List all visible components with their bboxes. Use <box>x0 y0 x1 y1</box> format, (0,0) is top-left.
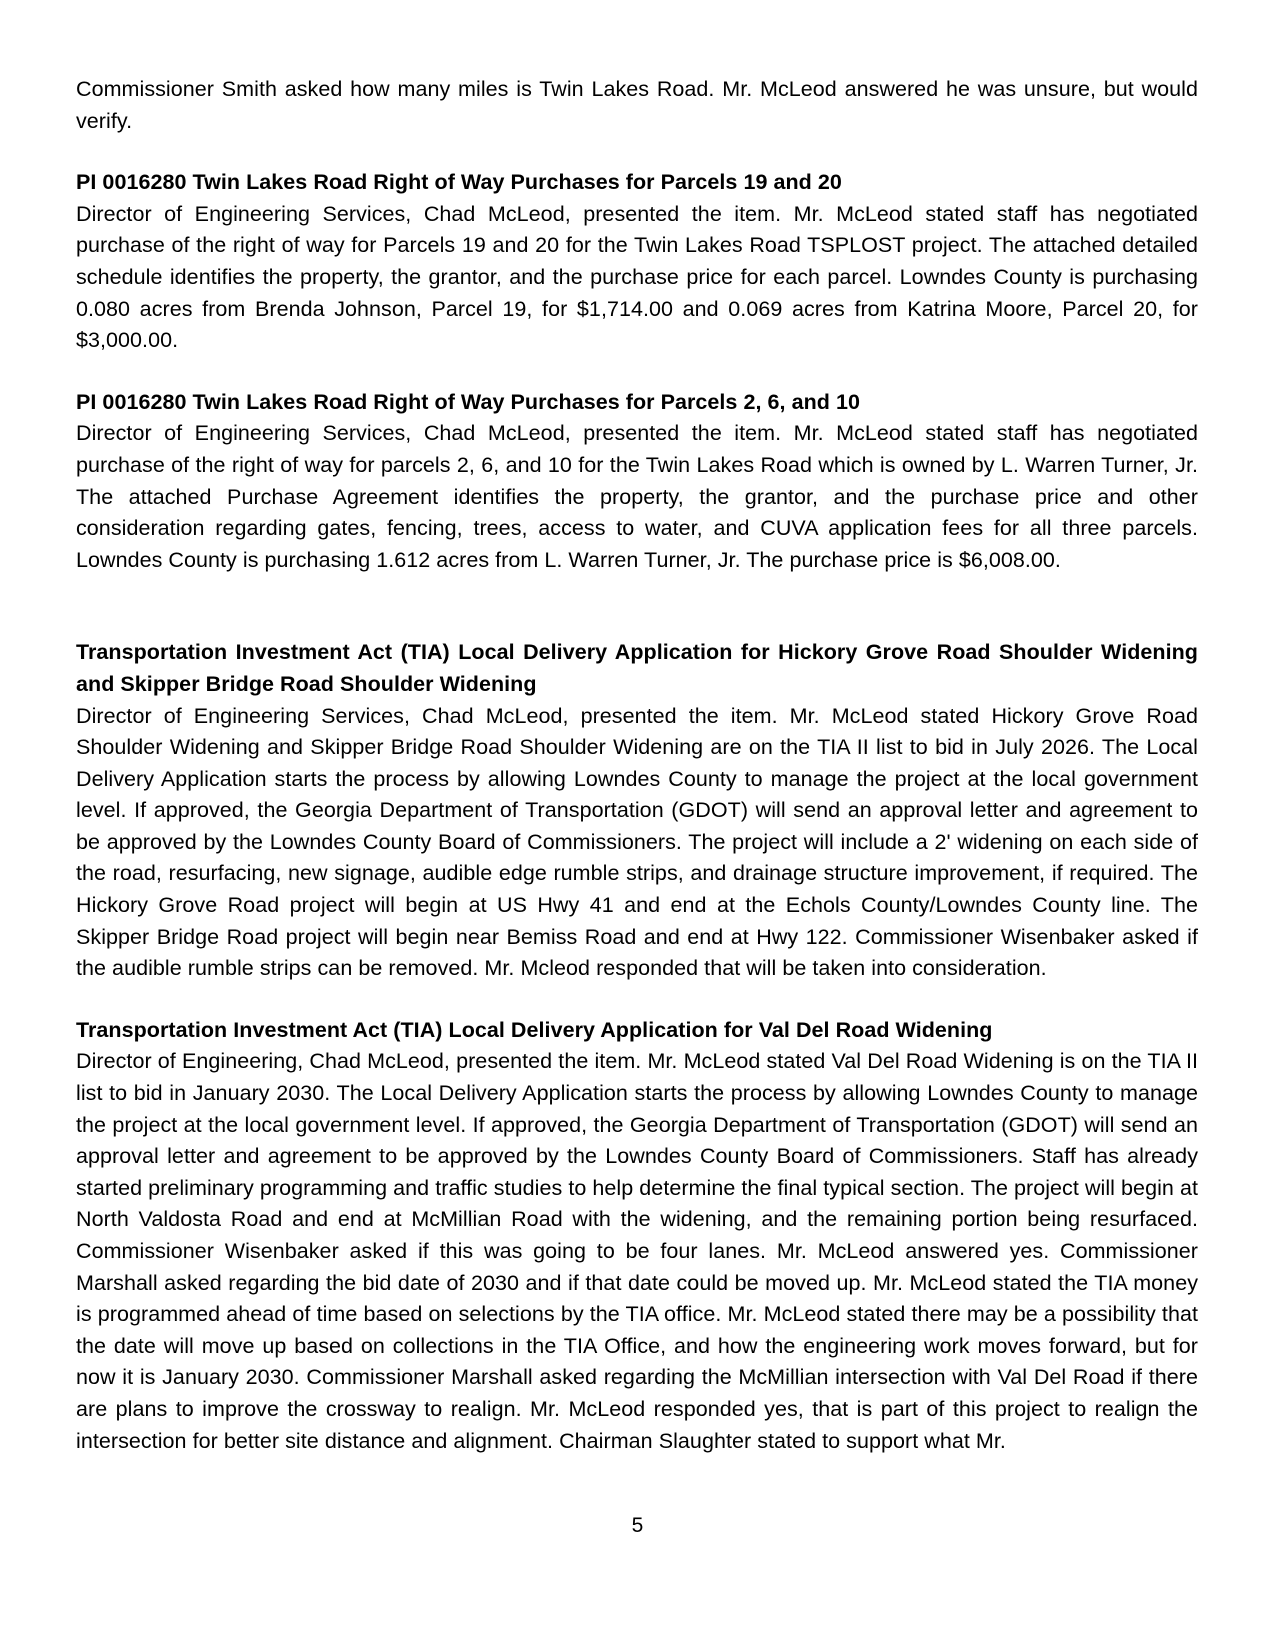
document-body <box>76 74 1198 1457</box>
paragraph-tia-val-del: Director of Engineering, Chad McLeod, presented the item. Mr. McLeod stated Val Del Road Widening is on the TIA II list to bid in January 2030. The Local Delivery Application starts the process by allowing Lowndes County to manage the project at the local government level. If approved, the Georgia Department of Transportation (GDOT) will send an approval letter and agreement to be approved by the Lowndes County Board of Commissioners. Staff has already started preliminary programming and traffic studies to help determine the final typical section. The project will begin at North Valdosta Road and end at McMillian Road with the widening, and the remaining portion being resurfaced. Commissioner Wisenbaker asked if this was going to be four lanes. Mr. McLeod answered yes. Commissioner Marshall asked regarding the bid date of 2030 and if that date could be moved up. Mr. McLeod stated the TIA money is programmed ahead of time based on selections by the TIA office. Mr. McLeod stated there may be a possibility that the date will move up based on collections in the TIA Office, and how the engineering work moves forward, but for now it is January 2030. Commissioner Marshall asked regarding the McMillian intersection with Val Del Road if there are plans to improve the crossway to realign. Mr. McLeod responded yes, that is part of this project to realign the intersection for better site distance and alignment. Chairman Slaughter stated to support what Mr. <box>76 1049 1198 1453</box>
heading-tia-hickory-grove: Transportation Investment Act (TIA) Local Delivery Application for Hickory Grove Road Shoulder Widening and Skipper Bridge Road Shoulder Widening <box>76 640 1198 696</box>
heading-parcels-2-6-10: PI 0016280 Twin Lakes Road Right of Way Purchases for Parcels 2, 6, and 10 <box>76 389 860 414</box>
intro-paragraph: Commissioner Smith asked how many miles is Twin Lakes Road. Mr. McLeod answered he was unsure, but would verify. <box>76 77 1198 133</box>
page-number: 5 <box>631 1514 644 1537</box>
heading-tia-val-del: Transportation Investment Act (TIA) Local Delivery Application for Val Del Road Widening <box>76 1017 993 1042</box>
paragraph-spacer <box>76 137 1198 167</box>
paragraph-spacer <box>76 985 1198 1015</box>
heading-parcels-19-20: PI 0016280 Twin Lakes Road Right of Way Purchases for Parcels 19 and 20 <box>76 170 842 195</box>
paragraph-parcels-2-6-10: Director of Engineering Services, Chad McLeod, presented the item. Mr. McLeod stated staff has negotiated purchase of the right of way for parcels 2, 6, and 10 for the Twin Lakes Road which is owned by L. Warren Turner, Jr. The attached Purchase Agreement identifies the property, the grantor, and the purchase price and other consideration regarding gates, fencing, trees, access to water, and CUVA application fees for all three parcels. Lowndes County is purchasing 1.612 acres from L. Warren Turner, Jr. The purchase price is $6,008.00. <box>76 421 1198 572</box>
paragraph-tia-hickory-grove: Director of Engineering Services, Chad McLeod, presented the item. Mr. McLeod stated Hickory Grove Road Shoulder Widening and Skipper Bridge Road Shoulder Widening are on the TIA II list to bid in July 2026. The Local Delivery Application starts the process by allowing Lowndes County to manage the project at the local government level. If approved, the Georgia Department of Transportation (GDOT) will send an approval letter and agreement to be approved by the Lowndes County Board of Commissioners. The project will include a 2' widening on each side of the road, resurfacing, new signage, audible edge rumble strips, and drainage structure improvement, if required. The Hickory Grove Road project will begin at US Hwy 41 and end at the Echols County/Lowndes County line. The Skipper Bridge Road project will begin near Bemiss Road and end at Hwy 122. Commissioner Wisenbaker asked if the audible rumble strips can be removed. Mr. Mcleod responded that will be taken into consideration. <box>76 703 1198 981</box>
section-spacer <box>76 576 1198 637</box>
paragraph-parcels-19-20: Director of Engineering Services, Chad McLeod, presented the item. Mr. McLeod stated staff has negotiated purchase of the right of way for Parcels 19 and 20 for the Twin Lakes Road TSPLOST project. The attached detailed schedule identifies the property, the grantor, and the purchase price for each parcel. Lowndes County is purchasing 0.080 acres from Brenda Johnson, Parcel 19, for $1,714.00 and 0.069 acres from Katrina Moore, Parcel 20, for $3,000.00. <box>76 201 1198 353</box>
paragraph-spacer <box>76 357 1198 387</box>
